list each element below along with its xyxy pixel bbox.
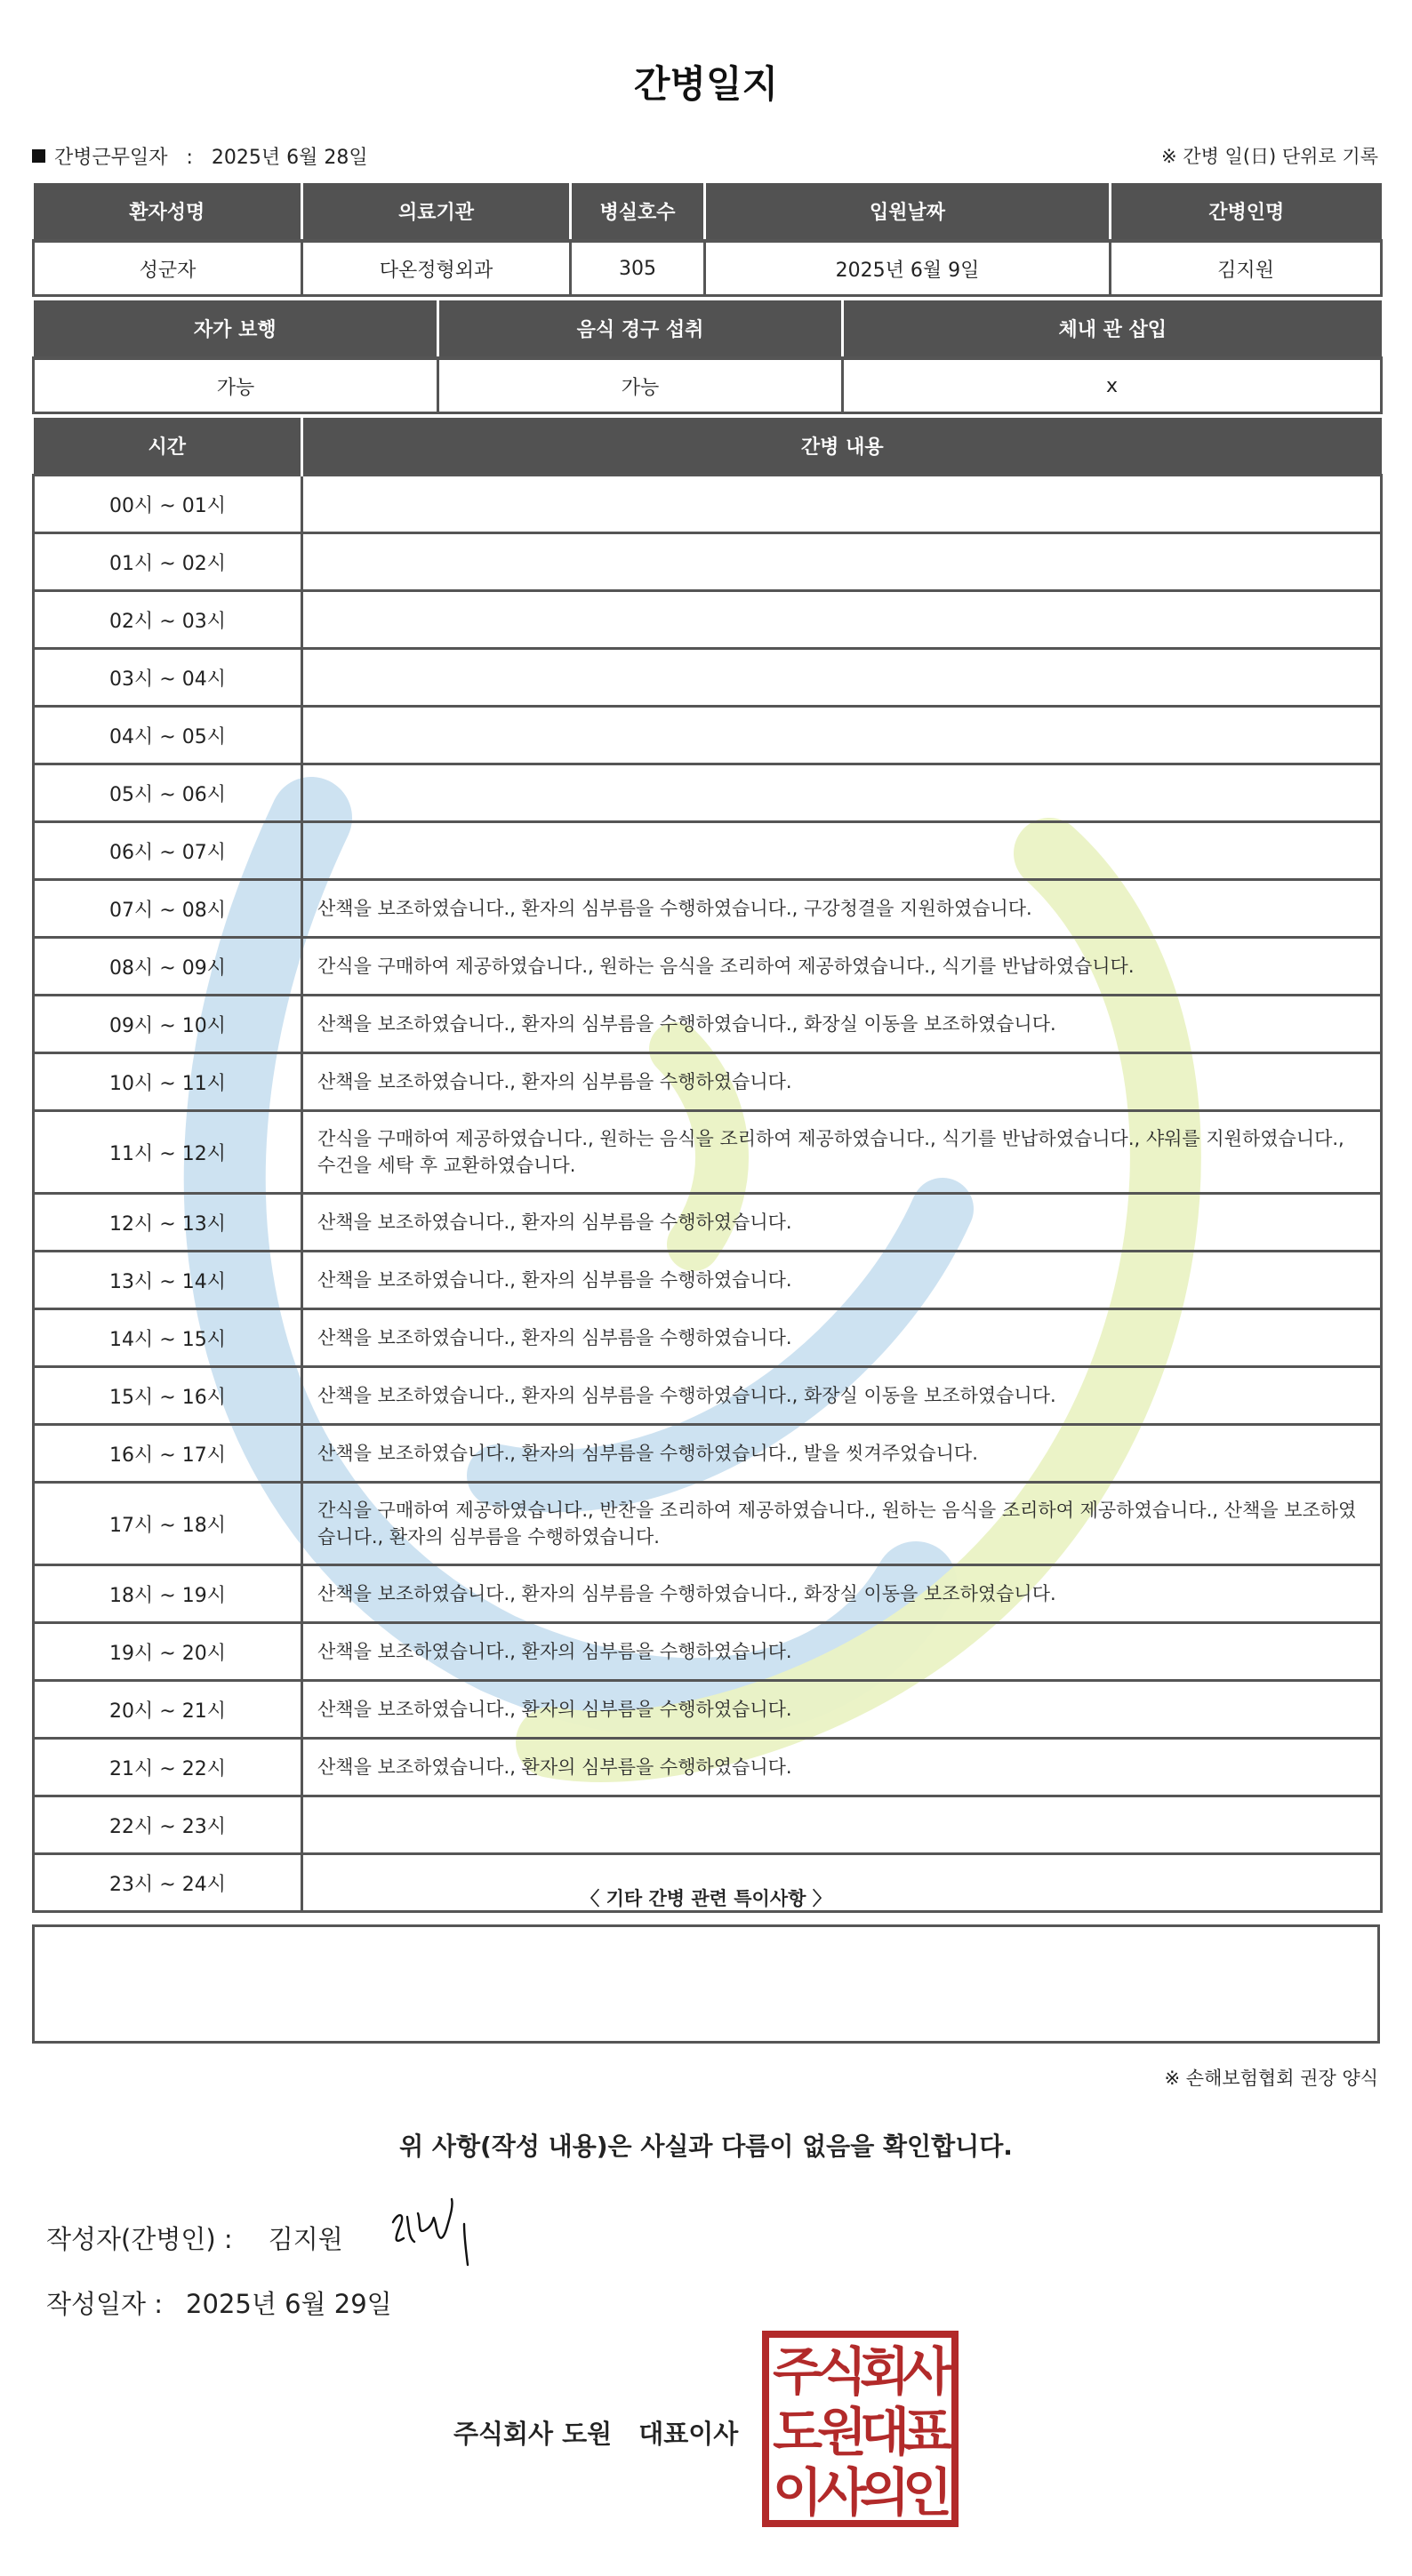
write-date-value: 2025년 6월 29일	[186, 2289, 392, 2319]
care-content: 간식을 구매하여 제공하였습니다., 원하는 음식을 조리하여 제공하였습니다., 식기를 반납하였습니다., 샤워를 지원하였습니다., 수건을 세탁 후 교환하였습니다.	[302, 1111, 1382, 1194]
company-name: 주식회사 도원	[453, 2419, 613, 2449]
care-content: 산책을 보조하였습니다., 환자의 심부름을 수행하였습니다., 구강청결을 지원하였습니다.	[302, 880, 1382, 938]
company-line	[453, 2414, 738, 2451]
confirmation-statement: 위 사항(작성 내용)은 사실과 다름이 없음을 확인합니다.	[399, 2132, 1013, 2161]
company-title: 대표이사	[638, 2419, 739, 2449]
table-row	[34, 1425, 1382, 1483]
work-date-label: 간병근무일자	[54, 147, 168, 169]
care-content: 간식을 구매하여 제공하였습니다., 반찬을 조리하여 제공하였습니다., 원하는 음식을 조리하여 제공하였습니다., 산책을 보조하였습니다., 환자의 심부름을 수행하였습니다.	[302, 1483, 1382, 1565]
work-date-sep: :	[186, 147, 193, 169]
care-content: 산책을 보조하였습니다., 환자의 심부름을 수행하였습니다.	[302, 1309, 1382, 1367]
svg-text:식: 식	[816, 2341, 868, 2402]
association-note: ※ 손해보험협회 권장 양식	[1164, 2068, 1378, 2089]
time-slot: 11시 ~ 12시	[34, 1111, 302, 1194]
table-row	[34, 1681, 1382, 1739]
care-content: 산책을 보조하였습니다., 환자의 심부름을 수행하였습니다., 발을 씻겨주었습니다.	[302, 1425, 1382, 1483]
caregiver-name: 김지원	[1111, 241, 1382, 296]
table-row	[34, 880, 1382, 938]
table-row	[34, 822, 1382, 880]
table-row	[34, 764, 1382, 822]
table-row	[34, 996, 1382, 1053]
time-slot: 08시 ~ 09시	[34, 938, 302, 996]
handwritten-signature	[382, 2187, 525, 2271]
time-slot: 00시 ~ 01시	[34, 476, 302, 533]
time-slot: 14시 ~ 15시	[34, 1309, 302, 1367]
header-time: 시간	[34, 418, 302, 476]
time-slot: 19시 ~ 20시	[34, 1623, 302, 1681]
care-content	[302, 764, 1382, 822]
table-row	[34, 1739, 1382, 1796]
table-row	[34, 1483, 1382, 1565]
care-log-table	[32, 418, 1383, 1913]
svg-text:원: 원	[816, 2402, 868, 2462]
time-slot: 23시 ~ 24시	[34, 1854, 302, 1912]
care-content: 산책을 보조하였습니다., 환자의 심부름을 수행하였습니다.	[302, 1053, 1382, 1111]
time-slot: 07시 ~ 08시	[34, 880, 302, 938]
patient-status-table	[32, 300, 1383, 414]
header-admission-date: 입원날짜	[705, 183, 1111, 241]
author-name: 김지원	[268, 2224, 343, 2254]
time-slot: 02시 ~ 03시	[34, 591, 302, 649]
author-line	[46, 2220, 343, 2256]
header-care-content: 간병 내용	[302, 418, 1382, 476]
time-slot: 01시 ~ 02시	[34, 533, 302, 591]
care-content: 산책을 보조하였습니다., 환자의 심부름을 수행하였습니다., 화장실 이동을 보조하였습니다.	[302, 1367, 1382, 1425]
care-content	[302, 1796, 1382, 1854]
header-self-walking: 자가 보행	[34, 300, 438, 358]
table-row	[34, 1252, 1382, 1309]
care-content: 산책을 보조하였습니다., 환자의 심부름을 수행하였습니다., 화장실 이동을 보조하였습니다.	[302, 1565, 1382, 1623]
care-content	[302, 533, 1382, 591]
table-row	[34, 707, 1382, 764]
svg-text:회: 회	[859, 2341, 911, 2402]
work-date-value: 2025년 6월 28일	[211, 147, 368, 169]
svg-text:사: 사	[816, 2462, 868, 2523]
care-content	[302, 707, 1382, 764]
svg-text:사: 사	[902, 2341, 953, 2402]
svg-text:이: 이	[772, 2462, 823, 2523]
care-content	[302, 822, 1382, 880]
care-content: 산책을 보조하였습니다., 환자의 심부름을 수행하였습니다.	[302, 1681, 1382, 1739]
care-content: 산책을 보조하였습니다., 환자의 심부름을 수행하였습니다.	[302, 1194, 1382, 1252]
care-log-header-row	[34, 418, 1382, 476]
time-slot: 18시 ~ 19시	[34, 1565, 302, 1623]
care-content	[302, 476, 1382, 533]
patient-info-value-row	[34, 241, 1382, 296]
time-slot: 12시 ~ 13시	[34, 1194, 302, 1252]
square-bullet-icon	[32, 149, 45, 163]
write-date-line	[46, 2284, 392, 2321]
status-header-row	[34, 300, 1382, 358]
tube-insertion-value: x	[843, 358, 1382, 413]
svg-text:인: 인	[902, 2462, 953, 2523]
work-date	[32, 142, 368, 170]
table-row	[34, 938, 1382, 996]
time-slot: 09시 ~ 10시	[34, 996, 302, 1053]
table-row	[34, 1111, 1382, 1194]
table-row	[34, 1194, 1382, 1252]
table-row	[34, 1309, 1382, 1367]
time-slot: 06시 ~ 07시	[34, 822, 302, 880]
care-content: 산책을 보조하였습니다., 환자의 심부름을 수행하였습니다., 화장실 이동을 보조하였습니다.	[302, 996, 1382, 1053]
table-row	[34, 476, 1382, 533]
header-room: 병실호수	[571, 183, 705, 241]
author-label: 작성자(간병인) :	[46, 2224, 233, 2254]
table-row	[34, 1796, 1382, 1854]
svg-text:도: 도	[772, 2402, 823, 2462]
time-slot: 20시 ~ 21시	[34, 1681, 302, 1739]
svg-text:대: 대	[859, 2402, 911, 2462]
table-row	[34, 1367, 1382, 1425]
self-walking-value: 가능	[34, 358, 438, 413]
table-row	[34, 649, 1382, 707]
room-number: 305	[571, 241, 705, 296]
table-row	[34, 591, 1382, 649]
time-slot: 22시 ~ 23시	[34, 1796, 302, 1854]
time-slot: 03시 ~ 04시	[34, 649, 302, 707]
table-row	[34, 1565, 1382, 1623]
time-slot: 05시 ~ 06시	[34, 764, 302, 822]
header-hospital: 의료기관	[302, 183, 571, 241]
patient-info-table	[32, 183, 1383, 297]
time-slot: 21시 ~ 22시	[34, 1739, 302, 1796]
header-caregiver: 간병인명	[1111, 183, 1382, 241]
notes-box	[32, 1924, 1380, 2044]
hospital-name: 다온정형외과	[302, 241, 571, 296]
care-content	[302, 591, 1382, 649]
time-slot: 17시 ~ 18시	[34, 1483, 302, 1565]
company-seal-stamp	[760, 2329, 960, 2529]
care-content: 간식을 구매하여 제공하였습니다., 원하는 음식을 조리하여 제공하였습니다., 식기를 반납하였습니다.	[302, 938, 1382, 996]
notes-title: 〈 기타 간병 관련 특이사항 〉	[581, 1888, 831, 1909]
table-row	[34, 1623, 1382, 1681]
page-title: 간병일지	[633, 62, 779, 106]
time-slot: 15시 ~ 16시	[34, 1367, 302, 1425]
care-content: 산책을 보조하였습니다., 환자의 심부름을 수행하였습니다.	[302, 1739, 1382, 1796]
time-slot: 16시 ~ 17시	[34, 1425, 302, 1483]
table-row	[34, 1053, 1382, 1111]
care-content: 산책을 보조하였습니다., 환자의 심부름을 수행하였습니다.	[302, 1623, 1382, 1681]
unit-note: ※ 간병 일(日) 단위로 기록	[1161, 146, 1378, 167]
svg-text:표: 표	[902, 2402, 953, 2462]
oral-intake-value: 가능	[438, 358, 843, 413]
svg-text:의: 의	[859, 2462, 911, 2523]
time-slot: 04시 ~ 05시	[34, 707, 302, 764]
header-patient-name: 환자성명	[34, 183, 302, 241]
table-row	[34, 533, 1382, 591]
time-slot: 13시 ~ 14시	[34, 1252, 302, 1309]
admission-date: 2025년 6월 9일	[705, 241, 1111, 296]
care-content	[302, 649, 1382, 707]
svg-text:주: 주	[772, 2341, 823, 2402]
header-tube-insertion: 체내 관 삽입	[843, 300, 1382, 358]
patient-name: 성군자	[34, 241, 302, 296]
header-oral-intake: 음식 경구 섭취	[438, 300, 843, 358]
time-slot: 10시 ~ 11시	[34, 1053, 302, 1111]
write-date-label: 작성일자 :	[46, 2289, 164, 2319]
care-content: 산책을 보조하였습니다., 환자의 심부름을 수행하였습니다.	[302, 1252, 1382, 1309]
status-value-row	[34, 358, 1382, 413]
patient-info-header-row	[34, 183, 1382, 241]
